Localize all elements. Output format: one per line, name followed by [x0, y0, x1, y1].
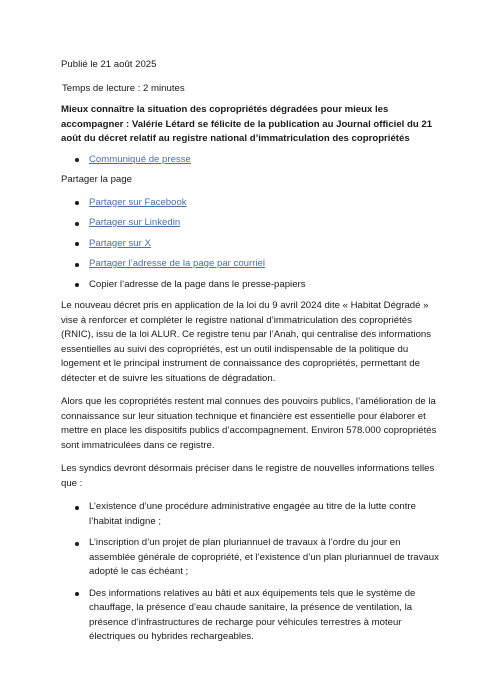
bullet-icon [75, 242, 79, 246]
bullet-icon [75, 201, 79, 205]
bullet-icon [75, 283, 79, 287]
bullet-icon [75, 542, 79, 546]
info-item-text: L’inscription d’un projet de plan pluriannuel de travaux à l’ordre du jour en assemblée générale de copropriété, et l’existence d’un plan pluriannuel de travaux adopté le cas échéant ; [89, 537, 439, 577]
list-item [61, 237, 441, 252]
info-item-text: Des informations relatives au bâti et aux équipements tels que le système de chauffage, la présence d’eau chaude sanitaire, la présence de ventilation, la présence d’infrastructures de recharge pour véhicules terrestres à moteur électriques ou hybrides rechargeables. [89, 587, 416, 642]
share-x-link[interactable]: Partager sur X [89, 237, 151, 249]
share-list [61, 196, 441, 293]
list-item [61, 278, 441, 293]
share-title: Partager la page [61, 174, 132, 185]
paragraph-knowledge: Alors que les copropriétés restent mal connues des pouvoirs publics, l’amélioration de la connaissance sur leur situation technique et financière est essentielle pour élaborer et mettre en place les dispositifs publics d’accompagnement. Environ 578.000 copropriétés sont immatriculées dans ce registre. [61, 396, 437, 451]
paragraph-syndics: Les syndics devront désormais préciser dans le registre de nouvelles informations telles que : [61, 463, 435, 489]
share-facebook-link[interactable]: Partager sur Facebook [89, 196, 187, 208]
list-item [61, 536, 441, 580]
list-item [61, 216, 441, 231]
new-information-list [61, 500, 441, 645]
publication-date: Publié le 21 août 2025 [61, 59, 157, 70]
list-item [61, 257, 441, 272]
list-item [61, 587, 441, 645]
press-links [61, 153, 441, 168]
copy-url-button[interactable]: Copier l’adresse de la page dans le presse-papiers [89, 278, 306, 290]
bullet-icon [75, 158, 79, 162]
share-linkedin-link[interactable]: Partager sur Linkedin [89, 217, 181, 228]
article-body [61, 58, 441, 652]
paragraph-decree: Le nouveau décret pris en application de la loi du 9 avril 2024 dite « Habitat Dégradé » vise à renforcer et compléter le registre national d’immatriculation des copropriétés (RNIC), issu de la loi ALUR. Ce registre tenu par l’Anah, qui centralise des informations essentielles au suivi des copropriétés, est un outil indispensable de la politique du logement et le principal instrument de connaissance des copropriétés, permettant de détecter et de suivre les situations de dégradation. [61, 300, 432, 384]
list-item [61, 196, 441, 211]
article-lead: Mieux connaître la situation des copropriétés dégradées pour mieux les accompagner : Valérie Létard se félicite de la publication au Journal officiel du 21 août du décret relatif au registre national d’immatriculation des copropriétés [61, 104, 433, 144]
bullet-icon [75, 592, 79, 596]
list-item [61, 153, 441, 168]
info-item-text: L’existence d’une procédure administrative engagée au titre de la lutte contre l’habitat indigne ; [89, 501, 416, 527]
share-email-link[interactable]: Partager l’adresse de la page par courriel [89, 258, 265, 269]
bullet-icon [75, 506, 79, 510]
list-item [61, 500, 441, 529]
bullet-icon [75, 222, 79, 226]
bullet-icon [75, 263, 79, 267]
press-release-link[interactable]: Communiqué de presse [89, 153, 191, 165]
reading-time: Temps de lecture : 2 minutes [62, 82, 185, 94]
